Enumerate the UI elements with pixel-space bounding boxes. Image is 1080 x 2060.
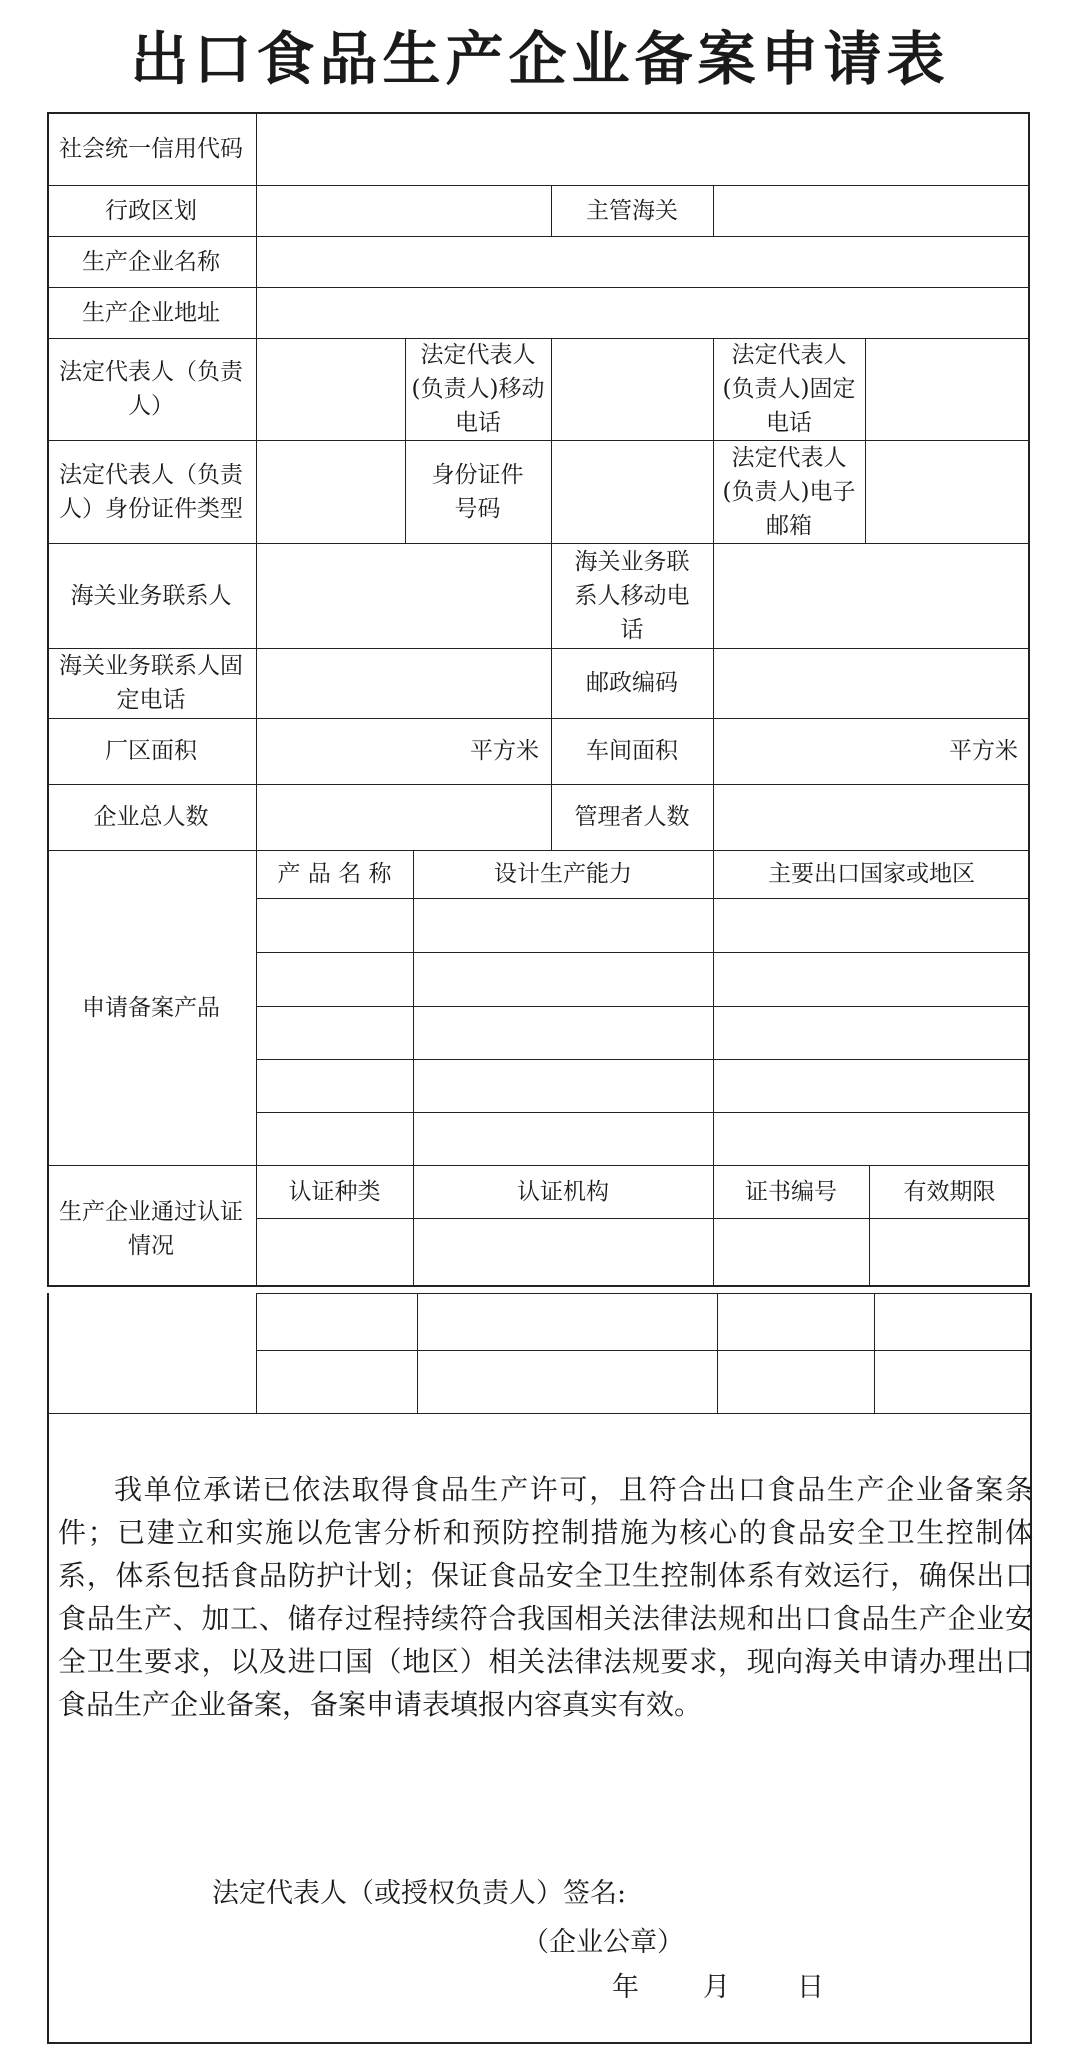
date-month: 月 (703, 1972, 730, 2003)
credit-code-field[interactable] (258, 114, 1028, 184)
total-staff-label: 企业总人数 (93, 804, 209, 830)
email-field[interactable] (867, 441, 1028, 542)
legal-rep-label: 法定代表人（负责人） (59, 359, 243, 419)
lower-top-border (256, 1293, 1030, 1294)
col-divider (551, 543, 552, 850)
col-divider (713, 850, 714, 1287)
factory-area-unit[interactable]: 平方米 (470, 738, 539, 764)
col-divider (869, 1165, 870, 1287)
legal-rep-mobile-field[interactable] (553, 339, 711, 439)
form-title: 出口食品生产企业备案申请表 (130, 25, 950, 93)
date-day: 日 (797, 1972, 824, 2003)
factory-area-label: 厂区面积 (105, 738, 197, 764)
col-divider (865, 338, 866, 543)
col-divider (256, 112, 257, 1287)
col-divider (874, 1293, 875, 1413)
district-field[interactable] (258, 186, 549, 235)
col-divider (713, 543, 714, 850)
lower-bottom-border (47, 2042, 1032, 2044)
id-number-field[interactable] (553, 441, 711, 542)
validity-header: 有效期限 (903, 1178, 996, 1205)
product-name-header: 产 品 名 称 (277, 861, 392, 887)
col-divider (551, 338, 552, 543)
date-year: 年 (612, 1972, 639, 2003)
col-divider (713, 185, 714, 236)
contact-phone-label: 海关业务联系人固定电话 (59, 653, 243, 713)
col-divider (717, 1293, 718, 1413)
workshop-area-label: 车间面积 (586, 738, 678, 764)
cert-label: 生产企业通过认证情况 (59, 1199, 243, 1259)
cert-row-divider (256, 1350, 1030, 1351)
contact-mobile-field[interactable] (715, 544, 1028, 647)
export-country-header: 主要出口国家或地区 (768, 861, 975, 887)
product-row-divider (256, 898, 1030, 899)
col-divider (417, 1293, 418, 1413)
district-label: 行政区划 (105, 197, 197, 224)
product-row-divider (256, 952, 1030, 953)
company-address-field[interactable] (258, 288, 1028, 337)
col-divider (413, 850, 414, 1287)
product-row-divider (256, 1006, 1030, 1007)
workshop-area-unit[interactable]: 平方米 (949, 738, 1018, 764)
col-divider (551, 185, 552, 236)
col-divider (713, 338, 714, 543)
postcode-label: 邮政编码 (586, 670, 678, 696)
customs-field[interactable] (715, 186, 1028, 235)
legal-rep-phone-field[interactable] (867, 339, 1028, 439)
total-staff-field[interactable] (258, 785, 549, 849)
col-divider (256, 1293, 257, 1413)
credit-code-label: 社会统一信用代码 (59, 135, 243, 162)
contact-phone-field[interactable] (258, 649, 549, 717)
company-name-label: 生产企业名称 (82, 248, 220, 275)
product-row-divider (256, 1059, 1030, 1060)
products-label: 申请备案产品 (82, 994, 220, 1021)
company-name-field[interactable] (258, 237, 1028, 286)
legal-rep-mobile-label: 法定代表人(负责人)移动电话 (411, 342, 545, 436)
company-seal: （企业公章） (522, 1927, 684, 1958)
cert-type-header: 认证种类 (288, 1178, 381, 1205)
contact-mobile-label: 海关业务联系人移动电话 (574, 548, 690, 643)
company-address-label: 生产企业地址 (82, 299, 220, 326)
id-type-field[interactable] (258, 441, 403, 542)
id-number-label: 身份证件号码 (431, 461, 524, 522)
capacity-header: 设计生产能力 (494, 861, 632, 887)
managers-label: 管理者人数 (574, 804, 690, 830)
cert-body-header: 认证机构 (517, 1178, 609, 1205)
declaration-top-border (47, 1413, 1032, 1414)
legal-rep-phone-label: 法定代表人(负责人)固定电话 (722, 342, 856, 436)
col-divider (405, 338, 406, 543)
product-row-divider (256, 1112, 1030, 1113)
managers-field[interactable] (715, 785, 1028, 849)
customs-label: 主管海关 (586, 197, 678, 224)
cert-row-divider (256, 1218, 1030, 1219)
contact-field[interactable] (258, 544, 549, 647)
postcode-field[interactable] (715, 649, 1028, 717)
lower-left-border (47, 1293, 49, 2042)
cert-no-header: 证书编号 (745, 1178, 837, 1205)
contact-label: 海关业务联系人 (70, 582, 232, 609)
email-label: 法定代表人(负责人)电子邮箱 (722, 444, 856, 539)
signature-line: 法定代表人（或授权负责人）签名: (212, 1878, 627, 1909)
legal-rep-field[interactable] (258, 339, 403, 439)
declaration-text: 我单位承诺已依法取得食品生产许可，且符合出口食品生产企业备案条件；已建立和实施以危害分析和预防控制措施为核心的食品安全卫生控制体系，体系包括食品防护计划；保证食品安全卫生控制体系有效运行，确保出口食品生产、加工、储存过程持续符合我国相关法律法规和出口食品生产企业安全卫生要求，以及进口国（地区）相关法律法规要求，现向海关申请办理出口食品生产企业备案，备案申请表填报内容真实有效。 (58, 1473, 1033, 1721)
id-type-label: 法定代表人（负责人）身份证件类型 (59, 461, 243, 522)
